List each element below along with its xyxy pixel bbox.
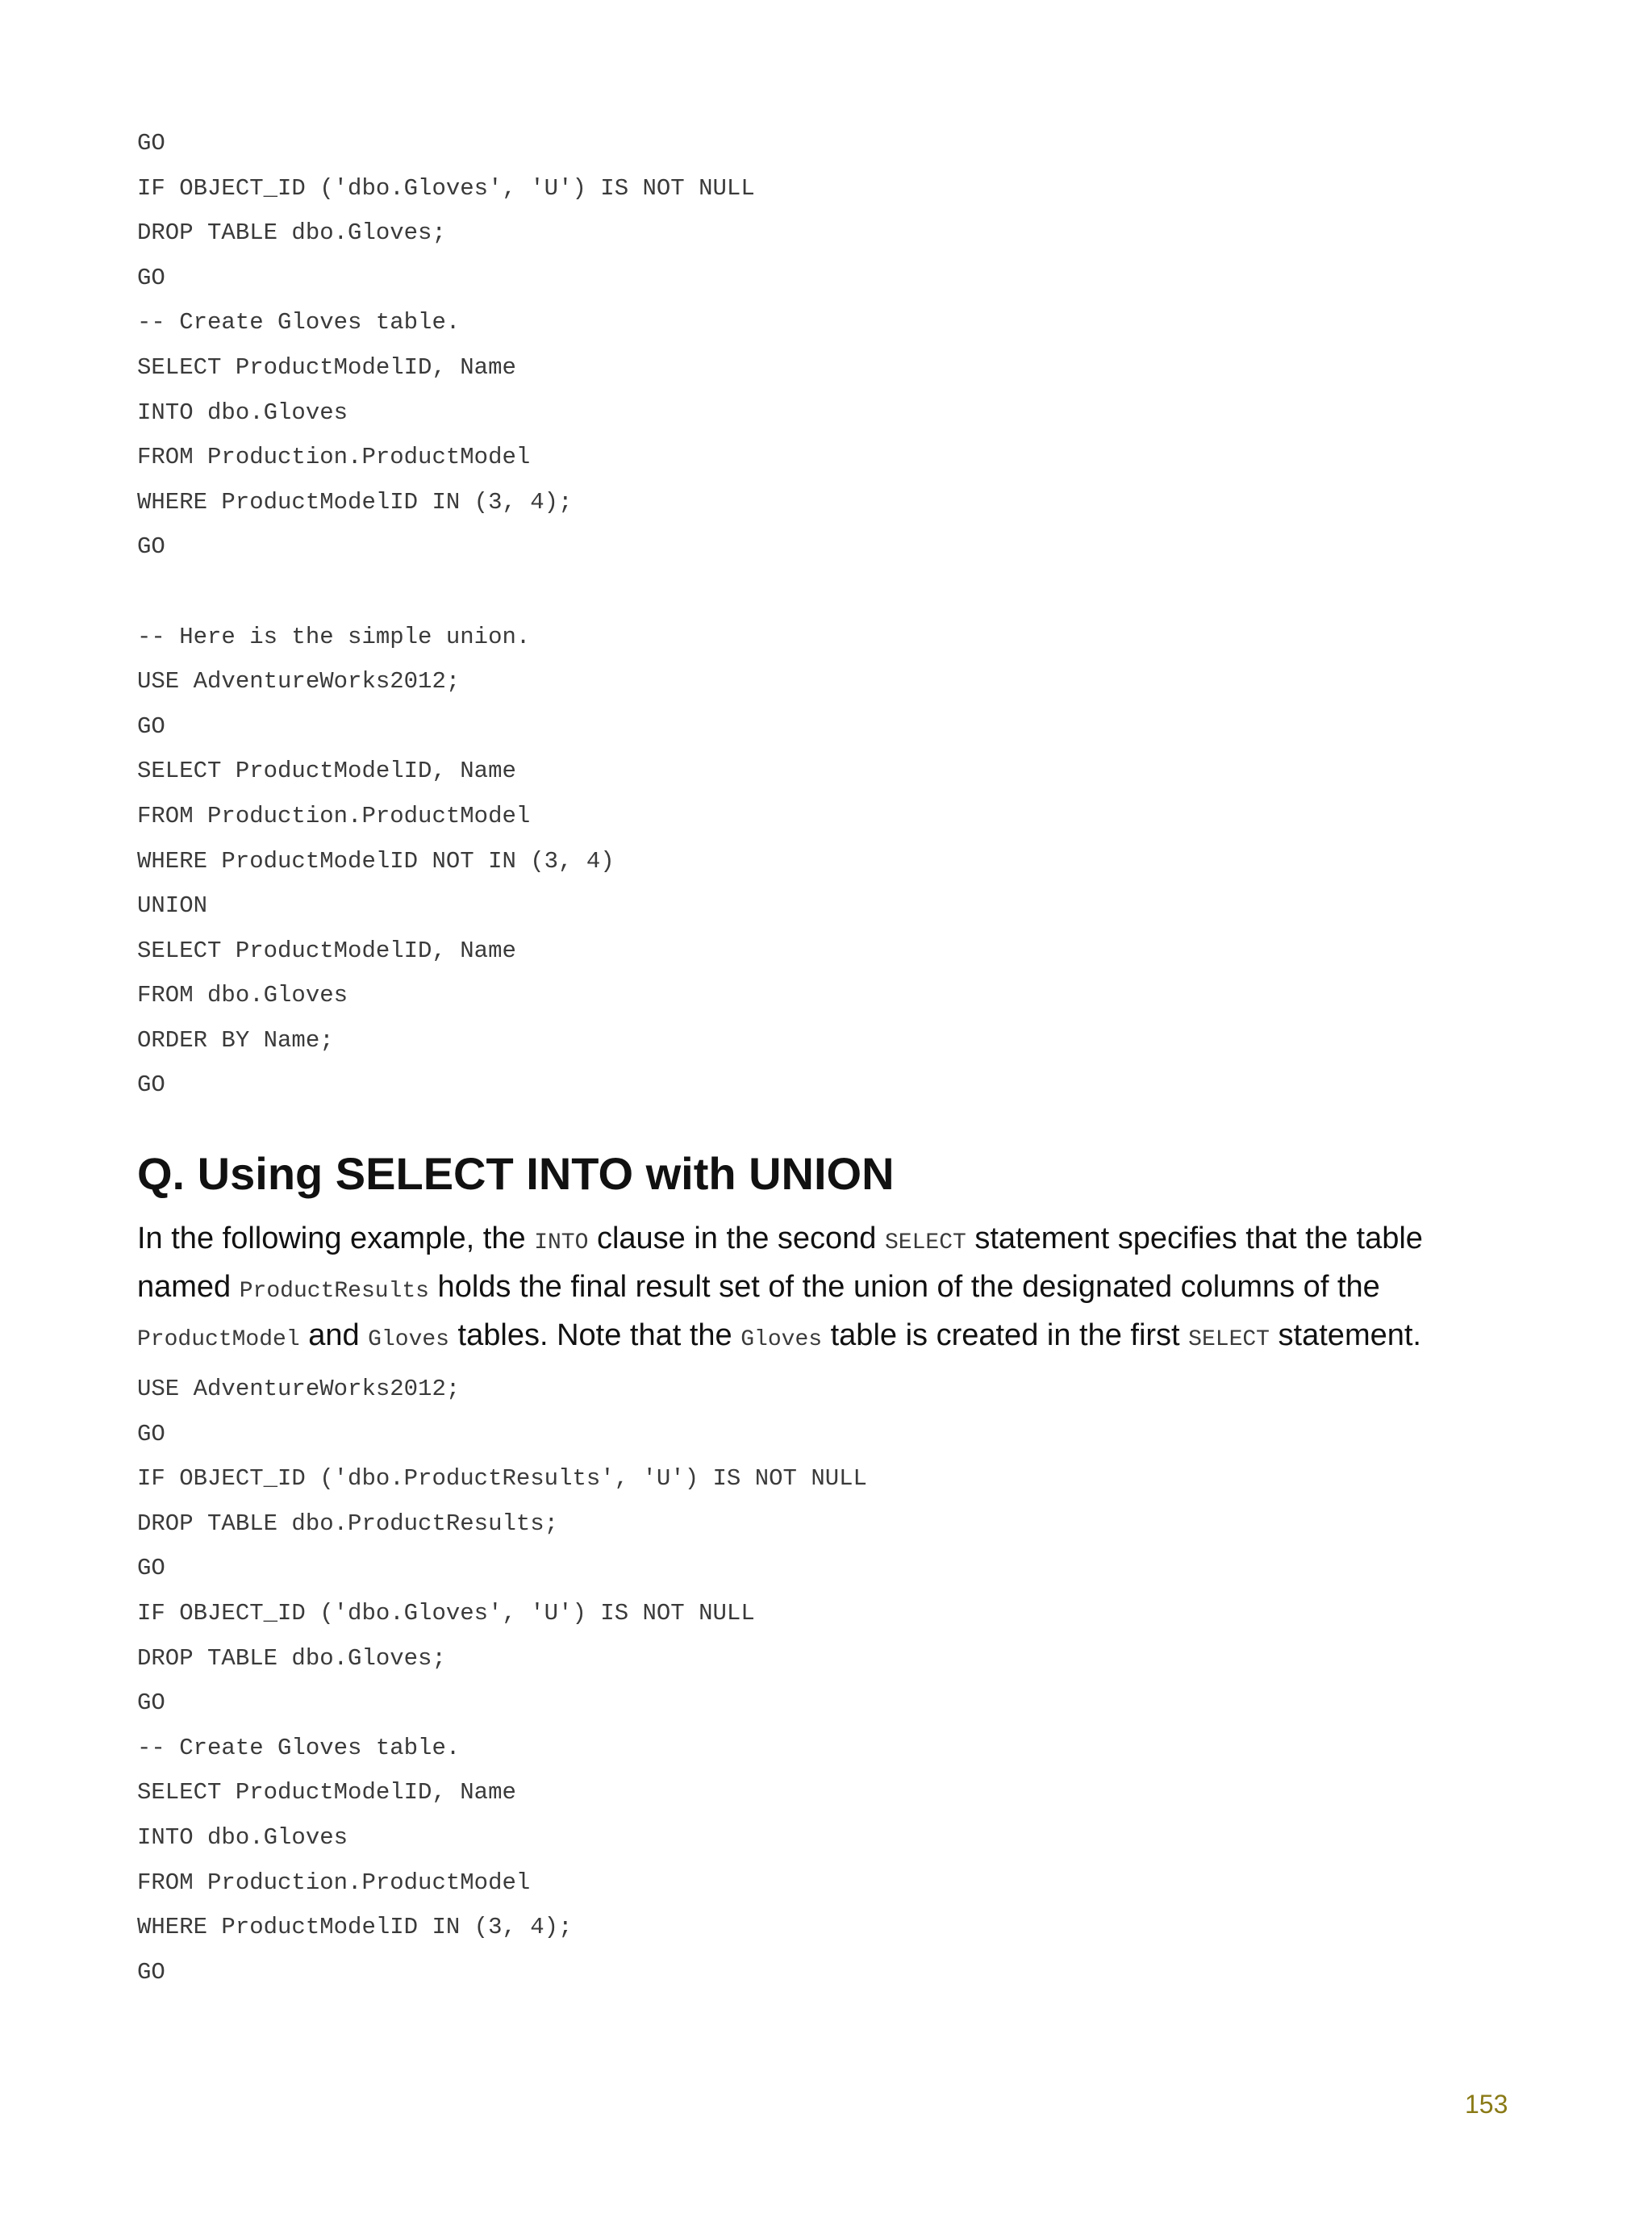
paragraph-text: statement specifies that the table named	[137, 1222, 1423, 1304]
code-line: FROM Production.ProductModel	[137, 1869, 531, 1896]
paragraph-text: table is created in the first	[822, 1318, 1189, 1352]
inline-code-productresults: ProductResults	[239, 1279, 429, 1304]
paragraph-text: In the following example, the	[137, 1222, 535, 1255]
code-line: WHERE ProductModelID IN (3, 4);	[137, 1914, 573, 1941]
inline-code-gloves: Gloves	[740, 1327, 823, 1352]
section-paragraph	[137, 1217, 1525, 1362]
code-line: WHERE ProductModelID NOT IN (3, 4)	[137, 847, 615, 875]
code-line: GO	[137, 130, 165, 157]
paragraph-text: clause in the second	[588, 1222, 885, 1255]
code-line: INTO dbo.Gloves	[137, 399, 348, 426]
code-line: USE AdventureWorks2012;	[137, 1376, 461, 1402]
code-line: UNION	[137, 892, 208, 920]
code-line: INTO dbo.Gloves	[137, 1823, 348, 1851]
inline-code-into: INTO	[534, 1230, 589, 1255]
code-line-blank	[137, 570, 755, 615]
code-line: WHERE ProductModelID IN (3, 4);	[137, 488, 573, 516]
code-line: IF OBJECT_ID ('dbo.Gloves', 'U') IS NOT NULL	[137, 174, 755, 202]
code-line: SELECT ProductModelID, Name	[137, 758, 516, 785]
code-line: SELECT ProductModelID, Name	[137, 1779, 516, 1806]
code-line: GO	[137, 533, 165, 561]
inline-code-productmodel: ProductModel	[137, 1327, 300, 1352]
page-number: 153	[1465, 2090, 1508, 2119]
paragraph-text: tables. Note that the	[449, 1318, 741, 1352]
code-line: -- Create Gloves table.	[137, 309, 461, 336]
code-line: SELECT ProductModelID, Name	[137, 353, 516, 381]
paragraph-text: holds the final result set of the union of the designated columns of the	[429, 1270, 1380, 1304]
code-block	[137, 1367, 867, 1994]
code-line: GO	[137, 1420, 165, 1447]
code-line: GO	[137, 1555, 165, 1582]
code-line: GO	[137, 264, 165, 291]
inline-code-select: SELECT	[884, 1230, 966, 1255]
code-line: FROM Production.ProductModel	[137, 444, 531, 471]
code-line: GO	[137, 1958, 165, 1986]
code-line: FROM Production.ProductModel	[137, 802, 531, 829]
code-line: GO	[137, 1689, 165, 1717]
code-line: -- Create Gloves table.	[137, 1734, 461, 1761]
section-heading: Q. Using SELECT INTO with UNION	[137, 1148, 895, 1199]
inline-code-gloves: Gloves	[368, 1327, 449, 1352]
code-block	[137, 121, 755, 1108]
code-line: IF OBJECT_ID ('dbo.Gloves', 'U') IS NOT NULL	[137, 1599, 755, 1627]
paragraph-text: and	[299, 1318, 369, 1352]
code-line: -- Here is the simple union.	[137, 623, 531, 650]
code-line: FROM dbo.Gloves	[137, 982, 348, 1009]
code-line: DROP TABLE dbo.Gloves;	[137, 219, 446, 247]
paragraph-text: statement.	[1270, 1318, 1421, 1352]
code-line: SELECT ProductModelID, Name	[137, 937, 516, 964]
code-line: ORDER BY Name;	[137, 1026, 334, 1054]
code-line: DROP TABLE dbo.Gloves;	[137, 1644, 446, 1672]
code-line: IF OBJECT_ID ('dbo.ProductResults', 'U') IS NOT NULL	[137, 1465, 867, 1493]
code-line: USE AdventureWorks2012;	[137, 668, 461, 695]
code-line: DROP TABLE dbo.ProductResults;	[137, 1510, 559, 1537]
code-line: GO	[137, 712, 165, 740]
code-line: GO	[137, 1071, 165, 1099]
inline-code-select: SELECT	[1188, 1327, 1270, 1352]
